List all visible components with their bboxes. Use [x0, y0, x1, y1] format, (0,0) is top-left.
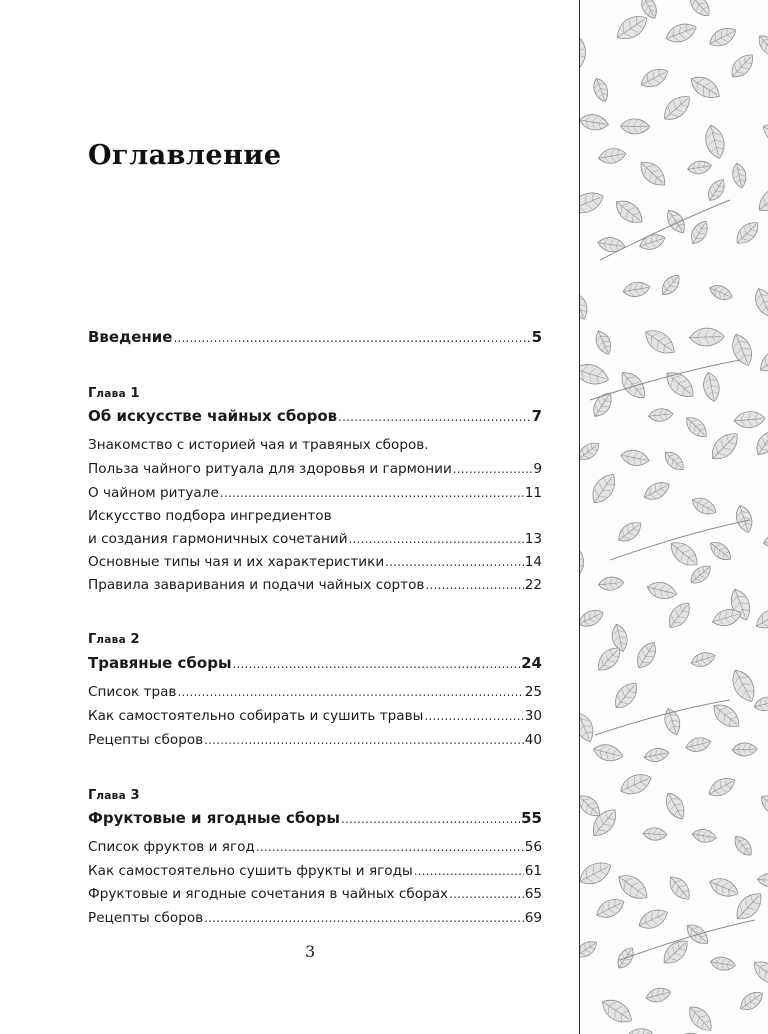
leaf-icon [659, 91, 695, 126]
toc-entry-label: Фруктовые и ягодные сборы [88, 809, 340, 827]
leaf-icon [684, 735, 712, 754]
toc-entry[interactable] [88, 731, 542, 749]
leaf-icon [732, 217, 763, 248]
dot-leader [453, 460, 533, 478]
leaf-icon [598, 576, 625, 591]
leaf-icon [689, 328, 724, 347]
leaf-icon [691, 828, 717, 844]
leaf-icon [620, 118, 650, 134]
dot-leader [204, 731, 524, 749]
toc-entry-label: Рецепты сборов [88, 732, 204, 748]
leaf-icon [727, 666, 760, 706]
dot-leader [425, 576, 523, 594]
toc-entry[interactable] [88, 576, 542, 594]
toc-entry-chapter-heading[interactable] [88, 809, 542, 828]
toc-entry[interactable] [88, 838, 542, 856]
leaf-icon [614, 869, 653, 904]
toc-entry-label: Травяные сборы [88, 654, 232, 672]
leaf-icon [580, 188, 607, 218]
toc-entry-label: Основные типы чая и их характеристики [88, 554, 385, 570]
leaf-pattern-icon [580, 0, 768, 1034]
leaf-icon [687, 159, 713, 175]
leaf-icon [689, 650, 717, 670]
leaf-icon [753, 694, 768, 713]
chapter-number: 1 [130, 386, 140, 401]
chapter-label [88, 386, 140, 401]
leaf-icon [587, 469, 621, 507]
leaf-icon [664, 598, 695, 632]
dot-leader [338, 408, 530, 426]
toc-entry-label: и создания гармоничных сочетаний [88, 531, 348, 547]
leaf-icon [617, 769, 654, 798]
leaf-icon [580, 857, 615, 889]
chapter-label-initial: Г [88, 386, 97, 401]
leaf-icon [701, 371, 722, 403]
leaf-icon [592, 328, 614, 357]
toc-page-number: 55 [521, 809, 542, 827]
leaf-icon [616, 367, 650, 403]
leaf-icon [644, 985, 672, 1004]
toc-entry-label-line[interactable]: Искусство подбора ингредиентов [88, 508, 332, 524]
leaf-icon [666, 1028, 703, 1034]
toc-entry-label: Как самостоятельно сушить фрукты и ягоды [88, 863, 413, 879]
leaf-icon [756, 344, 768, 376]
toc-page-number: 7 [531, 407, 542, 425]
leaf-icon [635, 157, 670, 191]
leaf-icon [643, 827, 668, 841]
dot-leader [173, 329, 530, 347]
leaf-icon [612, 10, 652, 45]
toc-page-number: 13 [524, 531, 542, 547]
leaf-icon [731, 833, 756, 860]
leaf-icon [580, 710, 597, 745]
toc-entry-label: Рецепты сборов [88, 910, 204, 926]
leaf-icon [595, 0, 624, 3]
leaf-icon [619, 448, 650, 468]
leaf-icon [614, 518, 645, 546]
chapter-number: 2 [130, 632, 140, 647]
leaf-icon [636, 905, 671, 933]
chapter-label-rest: лава [96, 388, 127, 400]
leaf-icon [610, 678, 642, 713]
dot-leader [449, 885, 524, 903]
leaf-icon [598, 994, 637, 1028]
chapter-label [88, 632, 140, 647]
toc-entry[interactable] [88, 460, 542, 478]
toc-entry-label: Список фруктов и ягод [88, 839, 255, 855]
leaf-icon [597, 146, 627, 165]
leaf-pattern-panel [580, 0, 768, 1034]
leaf-icon [659, 935, 693, 968]
leaf-icon [641, 478, 673, 504]
toc-entry[interactable] [88, 553, 542, 571]
leaf-icon [648, 408, 674, 423]
leaf-icon [661, 790, 689, 823]
leaf-icon [728, 331, 756, 368]
leaf-icon [759, 119, 768, 150]
toc-page-number: 25 [524, 684, 542, 700]
leaf-icon [580, 606, 606, 630]
leaf-icon [580, 290, 591, 321]
dot-leader [341, 810, 520, 828]
leaf-icon [757, 873, 768, 887]
toc-entry[interactable] [88, 885, 542, 903]
leaf-icon [749, 956, 768, 989]
leaf-icon [645, 579, 678, 601]
leaf-icon [706, 428, 743, 465]
toc-entry[interactable] [88, 484, 542, 502]
toc-page-number: 61 [524, 863, 542, 879]
leaf-icon [643, 746, 670, 763]
leaf-icon [707, 874, 742, 901]
branch-stem [595, 700, 730, 735]
toc-entry-introduction[interactable] [88, 328, 542, 347]
leaf-icon [689, 494, 719, 519]
toc-entry-label: О чайном ритуале [88, 485, 219, 501]
leaf-icon [580, 543, 587, 577]
leaf-icon [709, 955, 736, 972]
toc-page-number: 11 [524, 485, 542, 501]
toc-page-number: 14 [524, 554, 542, 570]
leaf-icon [593, 895, 627, 922]
dot-leader [204, 909, 524, 927]
page-title: Оглавление [88, 140, 282, 171]
toc-page-number: 5 [531, 328, 542, 346]
chapter-label-initial: Г [88, 788, 97, 803]
leaf-icon [592, 742, 625, 764]
leaf-icon [762, 530, 768, 550]
toc-page-number: 56 [524, 839, 542, 855]
leaf-icon [733, 503, 756, 535]
dot-leader [256, 838, 524, 856]
chapter-label-initial: Г [88, 632, 97, 647]
dot-leader [220, 484, 524, 502]
leaf-icon [732, 742, 758, 756]
leaf-icon [706, 774, 739, 801]
leaf-icon [611, 195, 647, 228]
leaf-icon [731, 162, 749, 189]
leaf-icon [661, 367, 699, 403]
dot-leader [414, 862, 524, 880]
chapter-label-rest: лава [96, 634, 127, 646]
leaf-icon [687, 218, 712, 247]
toc-page-number: 69 [524, 910, 542, 926]
leaf-icon [638, 64, 671, 91]
toc-entry[interactable] [88, 909, 542, 927]
toc-entry-label: Об искусстве чайных сборов [88, 407, 338, 425]
leaf-icon [752, 427, 768, 459]
leaf-icon [580, 112, 610, 132]
leaf-icon [702, 123, 728, 161]
leaf-icon [658, 271, 684, 298]
leaf-icon [632, 639, 660, 672]
page-number: 3 [305, 942, 316, 961]
toc-page-number: 9 [533, 461, 542, 477]
toc-entry-label: Фруктовые и ягодные сочетания в чайных сборах [88, 886, 449, 902]
leaf-icon [624, 1026, 655, 1034]
chapter-number: 3 [130, 788, 140, 803]
toc-page-number: 24 [521, 654, 542, 672]
leaf-icon [663, 207, 689, 237]
toc-entry-label: Правила заваривания и подачи чайных сортов [88, 577, 425, 593]
leaf-icon [590, 76, 611, 104]
toc-entry-label: Как самостоятельно собирать и сушить травы [88, 708, 424, 724]
leaf-icon [706, 24, 739, 51]
leaf-icon [682, 413, 711, 441]
leaf-icon [733, 410, 765, 429]
toc-page-number: 22 [524, 577, 542, 593]
leaf-icon [727, 50, 758, 82]
leaf-icon [754, 181, 768, 216]
leaf-icon [661, 448, 688, 474]
dot-leader [177, 683, 523, 701]
leaf-icon [662, 706, 684, 737]
leaf-icon [687, 72, 724, 104]
toc-page-number: 65 [524, 886, 542, 902]
toc-entry-label: Польза чайного ритуала для здоровья и гармонии [88, 461, 452, 477]
leaf-icon [709, 699, 744, 732]
toc-entry[interactable] [88, 683, 542, 701]
dot-leader [349, 530, 524, 548]
dot-leader [424, 707, 523, 725]
toc-entry[interactable] [88, 707, 542, 725]
leaf-icon [597, 236, 626, 254]
leaf-icon [665, 872, 695, 903]
leaf-icon [684, 1002, 717, 1034]
leaf-icon [686, 0, 715, 20]
leaf-icon [752, 604, 768, 633]
toc-entry-label: Введение [88, 328, 173, 346]
leaf-icon [622, 280, 651, 298]
leaf-icon [663, 20, 699, 47]
leaf-icon [580, 360, 611, 388]
dot-leader [385, 553, 524, 571]
dot-leader [233, 655, 521, 673]
leaf-icon [737, 988, 767, 1015]
toc-page-number: 30 [524, 708, 542, 724]
leaf-icon [757, 791, 768, 819]
toc-entry-chapter-heading[interactable] [88, 654, 542, 673]
leaf-icon [580, 439, 603, 464]
leaf-icon [640, 325, 679, 360]
leaf-icon [707, 538, 735, 564]
leaf-icon [580, 30, 589, 69]
toc-entry-label: Список трав [88, 684, 177, 700]
toc-page-number: 40 [524, 732, 542, 748]
leaf-icon [704, 176, 728, 204]
chapter-label [88, 788, 140, 803]
leaf-icon [589, 389, 616, 420]
toc-entry-chapter-heading[interactable] [88, 407, 542, 426]
leaf-icon [707, 282, 734, 303]
leaf-icon [755, 32, 768, 60]
leaf-icon [751, 285, 768, 319]
chapter-label-rest: лава [96, 790, 127, 802]
leaf-icon [666, 537, 703, 571]
toc-entry[interactable] [88, 530, 542, 548]
leaf-icon [580, 937, 600, 961]
toc-entry[interactable] [88, 862, 542, 880]
toc-entry-label-line[interactable]: Знакомство с историей чая и травяных сборов. [88, 437, 429, 453]
